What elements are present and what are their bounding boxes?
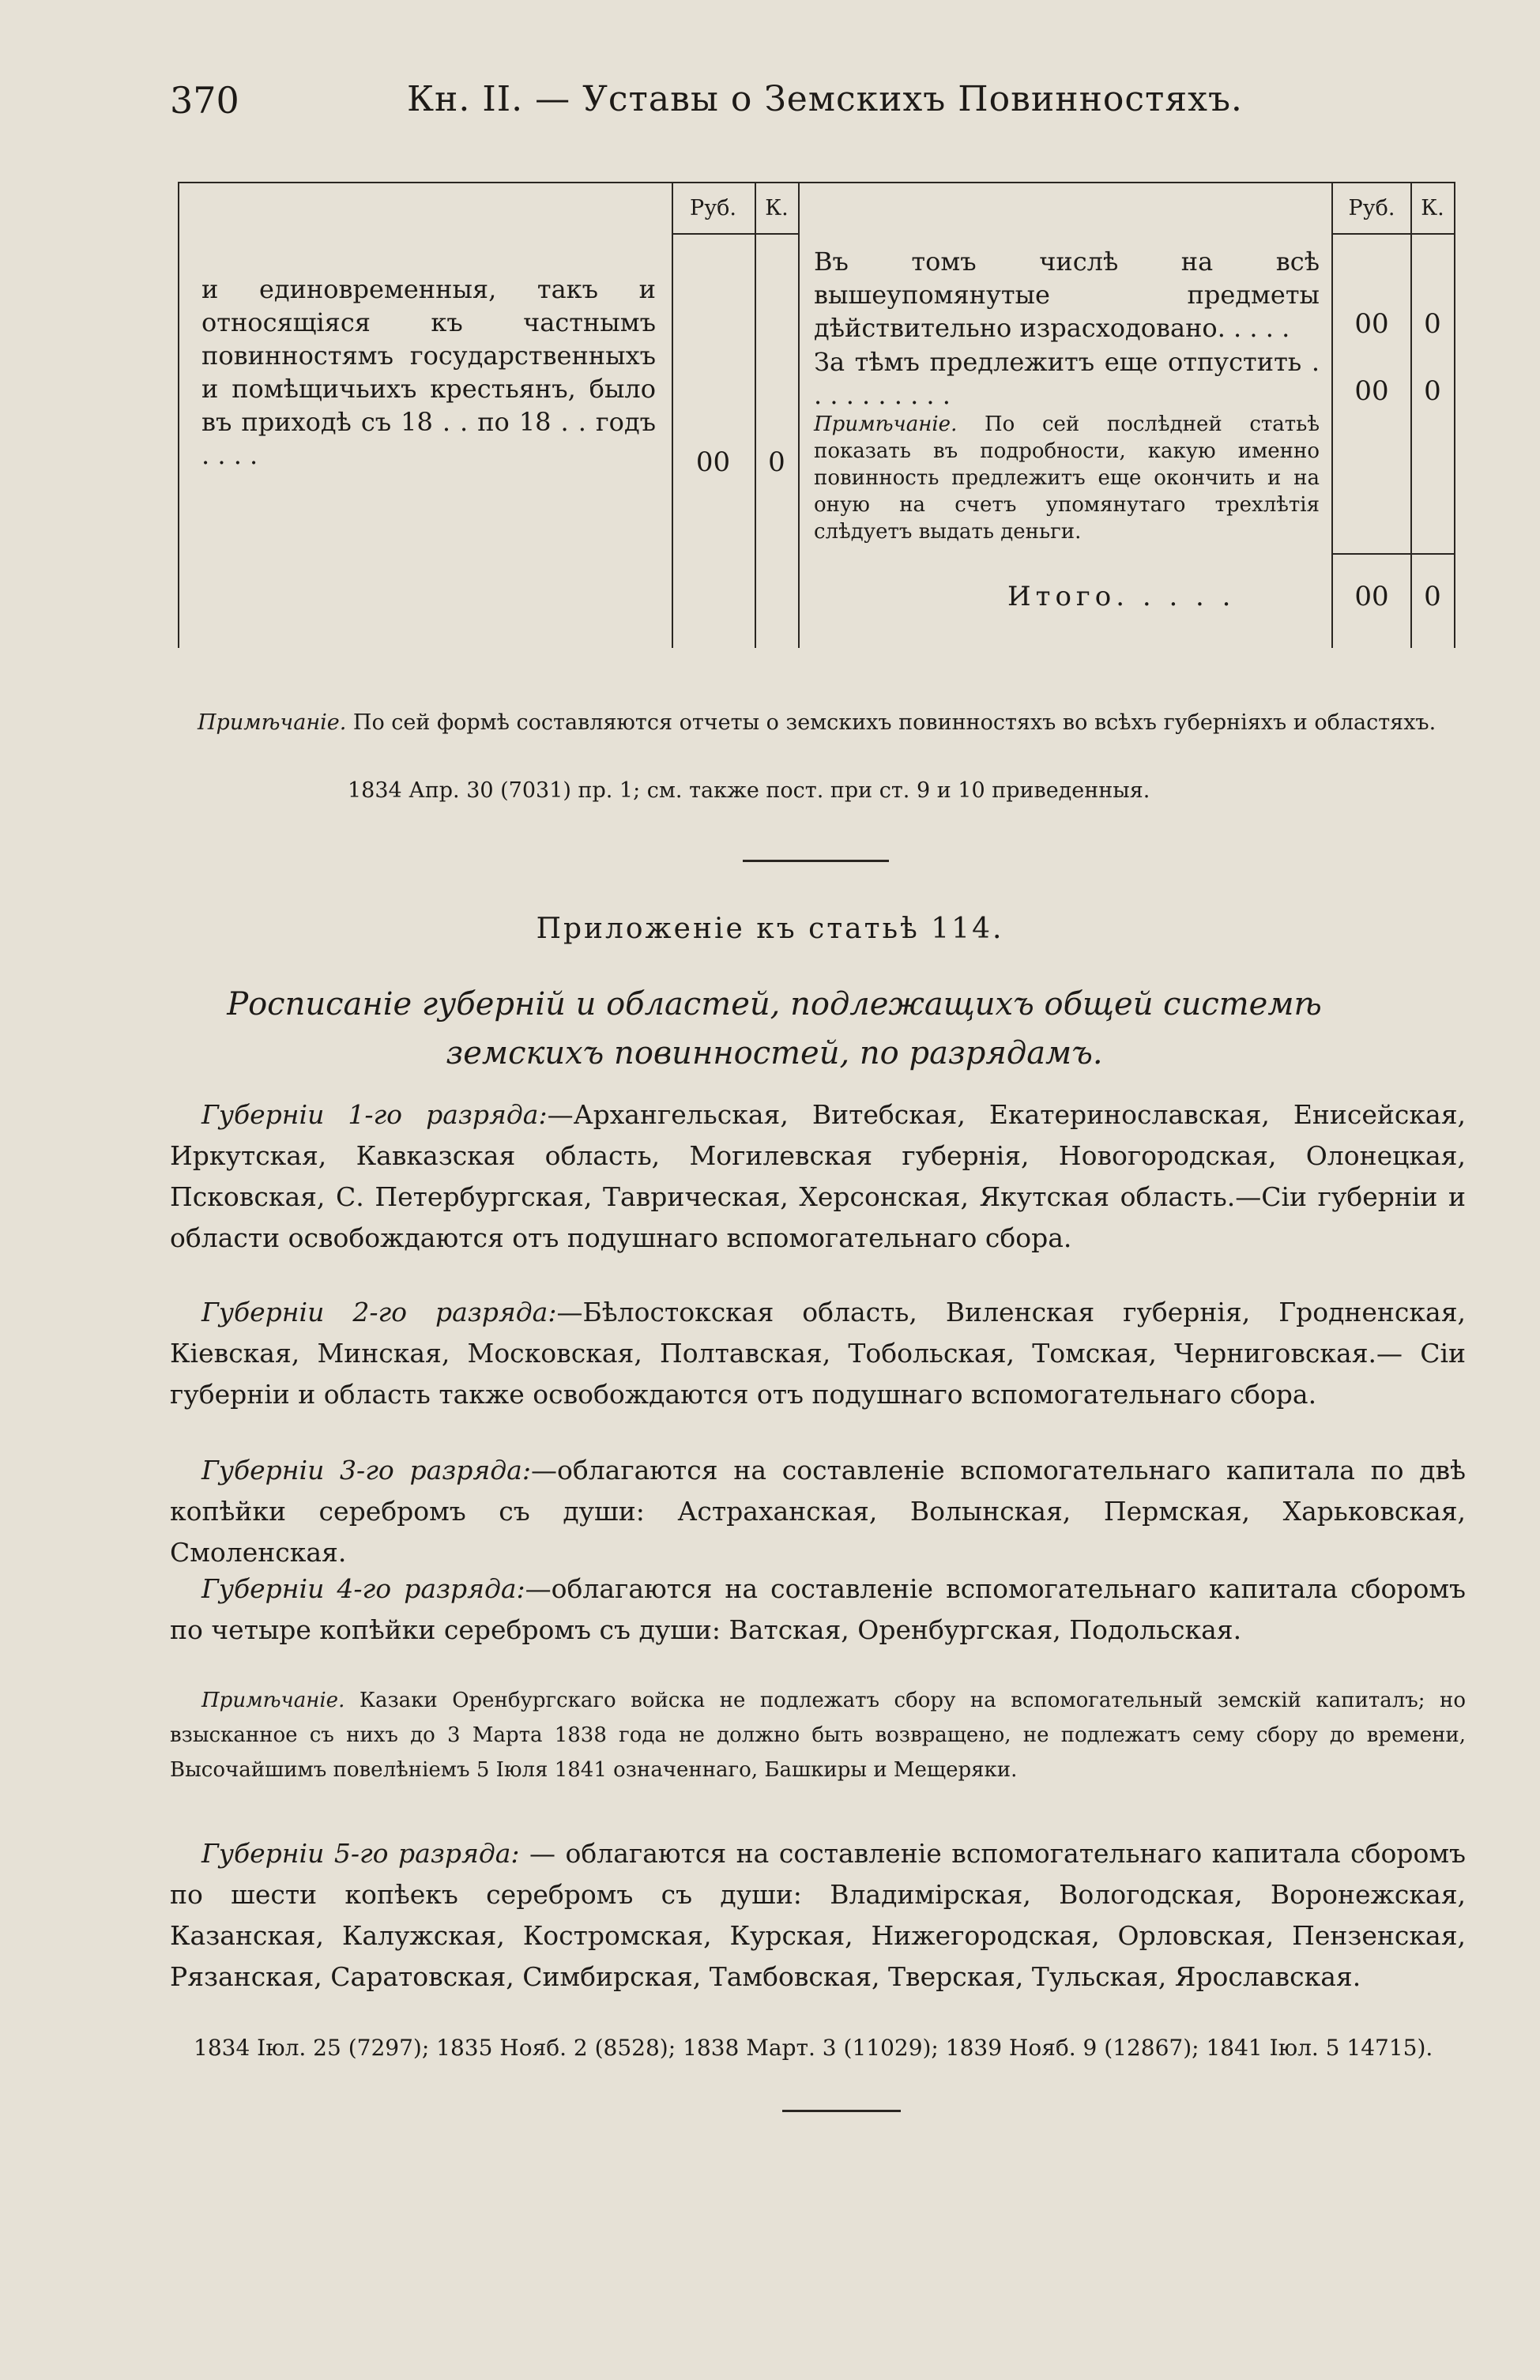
category-1-lead: Губерніи 1-го разряда: bbox=[201, 1099, 548, 1130]
table-rule-kop-right bbox=[798, 182, 800, 648]
table-rule-top bbox=[178, 182, 1455, 183]
category-3-text: —облагаются на составленіе вспомогательнаго капитала по двѣ копѣйки серебромъ съ души: Астраханская, Волынская, Пермская, Харьковская, Смоленская. bbox=[170, 1455, 1467, 1568]
running-title: Кн. II. — Уставы о Земскихъ Повинностяхъ. bbox=[407, 79, 1243, 119]
schedule-title: Росписаніе губерній и областей, подлежащихъ общей системѣ земскихъ повинностей, по разрядамъ. bbox=[227, 986, 1322, 1071]
appendix-title: Приложеніе къ статьѣ 114. bbox=[536, 913, 1004, 945]
column-head-kop-right: К. bbox=[1421, 196, 1444, 220]
total-kop: 0 bbox=[1424, 581, 1441, 612]
spent-description: Въ томъ числѣ на всѣ вышеупомянутые предметы дѣйствительно израсходовано. . . . . bbox=[814, 247, 1320, 343]
category-3 bbox=[170, 1450, 1466, 1573]
category-4-lead: Губерніи 4-го разряда: bbox=[201, 1573, 525, 1604]
category-5-lead: Губерніи 5-го разряда: bbox=[201, 1838, 520, 1869]
report-form-table bbox=[170, 182, 1458, 648]
category-1-text: —Архангельская, Витебская, Екатеринославская, Енисейская, Иркутская, Кавказская область, Могилевская губернія, Новогородская, Олонецкая, Псковская, С. Петербургская, Таврическая, Херсонская, Якутская область.—Сіи губерніи и области освобождаются отъ подушнаго вспомогательнаго сбора. bbox=[170, 1099, 1467, 1253]
table-note-lead: Примѣчаніе. bbox=[814, 412, 958, 436]
page-number: 370 bbox=[170, 79, 239, 122]
form-note-law: 1834 Апр. 30 (7031) пр. 1; см. также пост. при ст. 9 и 10 приведенныя. bbox=[348, 778, 1150, 803]
cossack-note-lead: Примѣчаніе. bbox=[201, 1689, 345, 1712]
cossack-note bbox=[170, 1683, 1466, 1787]
total-rub: 00 bbox=[1354, 581, 1389, 612]
table-note-text: По сей послѣдней статьѣ показать въ подробности, какую именно повинность предлежитъ еще окончить и на оную на счетъ упомянутаго трехлѣтія слѣдуетъ выдать деньги. bbox=[814, 412, 1320, 544]
table-rule-right bbox=[1454, 182, 1455, 648]
table-rule-head-left bbox=[672, 233, 800, 235]
table-rule-rub-left bbox=[672, 182, 673, 648]
total-label: Итого. . . . . bbox=[1007, 581, 1236, 612]
table-rule-kop2-left bbox=[1410, 182, 1412, 648]
table-note bbox=[814, 411, 1320, 545]
remaining-rub: 00 bbox=[1354, 375, 1389, 407]
category-5-text: — облагаются на составленіе вспомогательнаго капитала сборомъ по шести копѣекъ серебромъ съ души: Владимірская, Вологодская, Воронежская, Казанская, Калужская, Костромская, Курская, Нижегородская, Орловская, Пензенская, Рязанская, Саратовская, Симбирская, Тамбовская, Тверская, Тульская, Ярославская. bbox=[170, 1838, 1467, 1992]
form-note bbox=[198, 707, 1462, 739]
category-4 bbox=[170, 1568, 1466, 1651]
form-note-text: По сей формѣ составляются отчеты о земскихъ повинностяхъ во всѣхъ губерніяхъ и областяхъ. bbox=[352, 710, 1436, 735]
category-2-lead: Губерніи 2-го разряда: bbox=[201, 1297, 557, 1327]
table-rule-rub2-left bbox=[1331, 182, 1333, 648]
category-4-text: —облагаются на составленіе вспомогательнаго капитала сборомъ по четыре копѣйки серебромъ съ души: Ватская, Оренбургская, Подольская. bbox=[170, 1573, 1466, 1645]
category-3-lead: Губерніи 3-го разряда: bbox=[201, 1455, 531, 1486]
income-kop: 0 bbox=[768, 446, 785, 478]
category-2-text: —Бѣлостокская область, Виленская губернія, Гродненская, Кіевская, Минская, Московская, Полтавская, Тобольская, Томская, Черниговская.— Сіи губерніи и область также освобождаются отъ подушнаго вспомогательнаго сбора. bbox=[170, 1297, 1466, 1410]
table-rule-itogo bbox=[1331, 553, 1455, 555]
table-rule-left bbox=[178, 182, 179, 648]
income-description: и единовременныя, такъ и относящіяся къ частнымъ повинностямъ государственныхъ и помѣщичьихъ крестьянъ, было въ приходѣ съ 18 . . по 18 . . годъ . . . . bbox=[201, 274, 656, 470]
category-2 bbox=[170, 1292, 1466, 1415]
category-5 bbox=[170, 1833, 1466, 1998]
table-rule-kop-left bbox=[755, 182, 756, 648]
column-head-rub-right: Руб. bbox=[1348, 196, 1395, 220]
final-law-references: 1834 Іюл. 25 (7297); 1835 Нояб. 2 (8528); 1838 Март. 3 (11029); 1839 Нояб. 9 (12867); 1841 Іюл. 5 14715). bbox=[194, 2035, 1433, 2061]
page-header bbox=[170, 79, 1466, 134]
income-rub: 00 bbox=[695, 446, 731, 478]
remaining-description: За тѣмъ предлежитъ еще отпустить . . . . . . . . . . bbox=[814, 347, 1320, 410]
cossack-note-text: Казаки Оренбургскаго войска не подлежатъ сбору на вспомогательный земскій капиталъ; но взысканное съ нихъ до 3 Марта 1838 года не должно быть возвращено, не подлежатъ сему сбору до времени, Высочайшимъ повелѣніемъ 5 Іюля 1841 означеннаго, Башкиры и Мещеряки. bbox=[170, 1689, 1466, 1782]
remaining-kop: 0 bbox=[1424, 375, 1441, 407]
spent-kop: 0 bbox=[1424, 308, 1441, 340]
table-rule-head-right bbox=[1331, 233, 1455, 235]
section-divider bbox=[743, 860, 889, 862]
spent-rub: 00 bbox=[1354, 308, 1389, 340]
form-note-lead: Примѣчаніе. bbox=[198, 710, 347, 735]
category-1 bbox=[170, 1094, 1466, 1259]
column-head-kop: К. bbox=[765, 196, 789, 220]
end-divider bbox=[782, 2110, 901, 2112]
column-head-rub: Руб. bbox=[690, 196, 736, 220]
